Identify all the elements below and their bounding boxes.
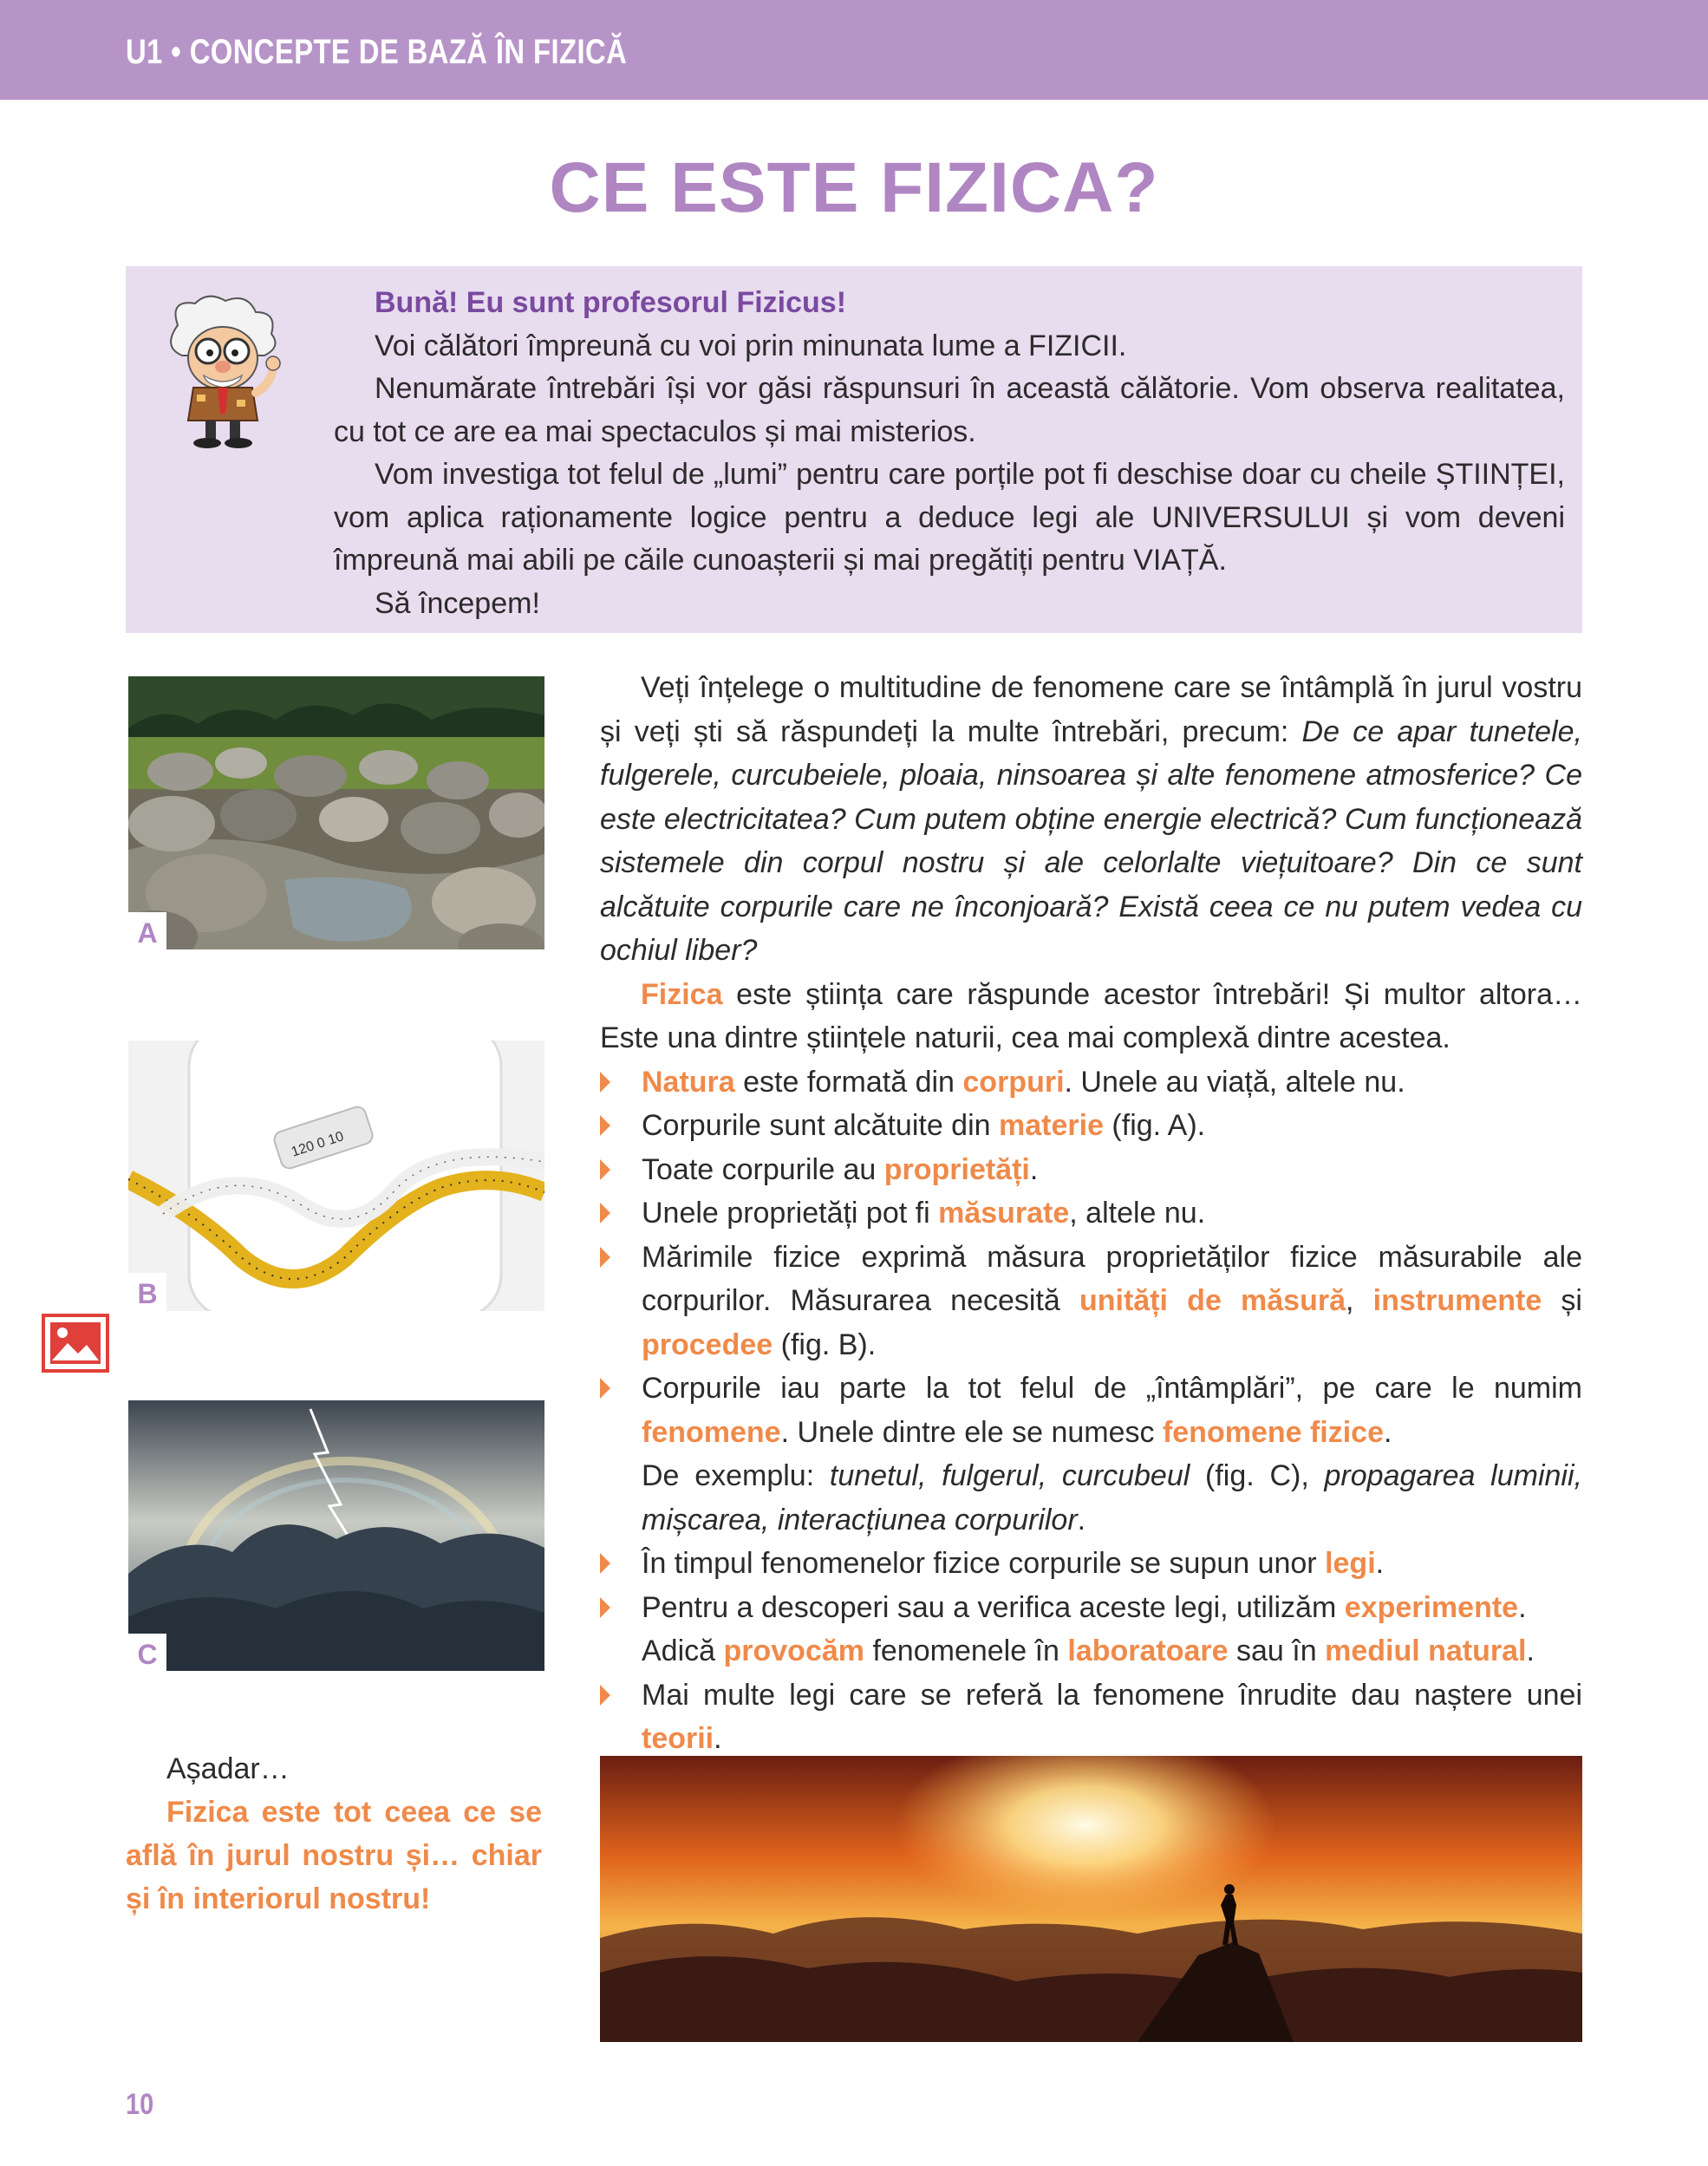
page-number: 10 (126, 2088, 154, 2121)
sunset-mountain-photo (600, 1756, 1582, 2042)
figure-a-label: A (128, 912, 166, 952)
intro-paragraph-3: Vom investiga tot felul de „lumi” pentru care porțile pot fi deschise doar cu cheile ȘTIINȚEI, vom aplica raționamente logice pentru a deduce legi ale UNIVERSULUI și vom deveni împreună mai abili pe căile cunoașterii și mai pregătiți pentru VIAȚĂ. (334, 458, 1565, 577)
list-item: Mărimile fizice exprimă măsura proprietăților fizice măsurabile ale corpurilor. Măsurarea necesită unități de măsură, instrumente și procedee (fig. B). (600, 1236, 1582, 1367)
questions-italic: De ce apar tunetele, fulgerele, curcubeiele, ploaia, ninsoarea și alte fenomene atmosferice? Ce este electricitatea? Cum putem obține energie electrică? Cum funcționează sistemele din corpul nostru și ale celorlalte viețuitoare? Din ce sunt alcătuite corpurile care ne înconjoară? Există ceea ce nu putem vedea cu ochiul liber? (600, 714, 1583, 967)
main-paragraph-1: Veți înțelege o multitudine de fenomene care se întâmplă în jurul vostru și veți ști să răspundeți la multe întrebări, precum: De ce apar tunetele, fulgerele, curcubeiele, ploaia, ninsoarea și alte fenomene atmosferice? Ce este electricitatea? Cum putem obține energie electrică? Cum funcționează sistemele din corpul nostru și ale celorlalte viețuitoare? Din ce sunt alcătuite corpurile care ne înconjoară? Există ceea ce nu putem vedea cu ochiul liber? (600, 671, 1583, 967)
conclusion-text: Fizica este tot ceea ce se află în jurul nostru și… chiar și în interiorul nostru! (126, 1796, 542, 1915)
list-item: Toate corpurile au proprietăți. (600, 1148, 1582, 1192)
list-item: Mai multe legi care se referă la fenomene înrudite dau naștere unei teorii. (600, 1673, 1582, 1761)
conclusion-lead: Așadar… (166, 1752, 290, 1785)
intro-paragraph-2: Nenumărate întrebări își vor găsi răspunsuri în această călătorie. Vom observa realitatea, cu tot ce are ea mai spectaculos și mai misterios. (334, 372, 1565, 448)
figure-c-storm-photo (128, 1400, 544, 1671)
intro-paragraph-1: Voi călători împreună cu voi prin minunata lume a FIZICII. (375, 329, 1127, 362)
page-header (0, 0, 1708, 100)
page-title: CE ESTE FIZICA? (549, 148, 1159, 227)
examples-line: De exemplu: tunetul, fulgerul, curcubeul (fig. C), propagarea luminii, mișcarea, interacțiunea corpurilor. (642, 1459, 1582, 1536)
concept-list (600, 1060, 1582, 1805)
greeting: Bună! Eu sunt profesorul Fizicus! (375, 286, 847, 319)
figure-b-label: B (128, 1273, 166, 1313)
list-item: Corpurile sunt alcătuite din materie (fig. A). (600, 1104, 1582, 1148)
list-item: În timpul fenomenelor fizice corpurile se supun unor legi. (600, 1542, 1582, 1586)
main-text (600, 666, 1582, 1804)
unit-title: U1 • CONCEPTE DE BAZĂ ÎN FIZICĂ (126, 33, 628, 71)
list-item: Unele proprietăți pot fi măsurate, altele nu. (600, 1191, 1582, 1236)
svg-text:120 0 10: 120 0 10 (290, 1129, 346, 1160)
professor-mascot-illustration (143, 290, 303, 451)
main-paragraph-2: Fizica este știința care răspunde acestor întrebări! Și multor altora… Este una dintre științele naturii, cea mai complexă dintre acestea. (600, 977, 1582, 1054)
image-gallery-icon[interactable] (42, 1314, 109, 1373)
sidebar-conclusion (126, 1747, 542, 1921)
figure-a-rocks-photo (128, 676, 544, 949)
intro-paragraph-4: Să începem! (375, 586, 540, 620)
list-item: Natura este formată din corpuri. Unele au viață, altele nu. (600, 1060, 1582, 1105)
term-fizica: Fizica (641, 977, 723, 1011)
intro-text (334, 282, 1565, 625)
list-item: Pentru a descoperi sau a verifica aceste legi, utilizăm experimente. Adică provocăm fenomenele în laboratoare sau în mediul natural. (600, 1586, 1582, 1673)
list-item: Corpurile iau parte la tot felul de „întâmplări”, pe care le numim fenomene. Unele dintre ele se numesc fenomene fizice. De exemplu: tunetul, fulgerul, curcubeul (fig. C), propagarea luminii, mișcarea, interacțiunea corpurilor. (600, 1367, 1582, 1542)
figure-b-scale-tape-photo (128, 1041, 544, 1311)
figure-c-label: C (128, 1634, 166, 1673)
